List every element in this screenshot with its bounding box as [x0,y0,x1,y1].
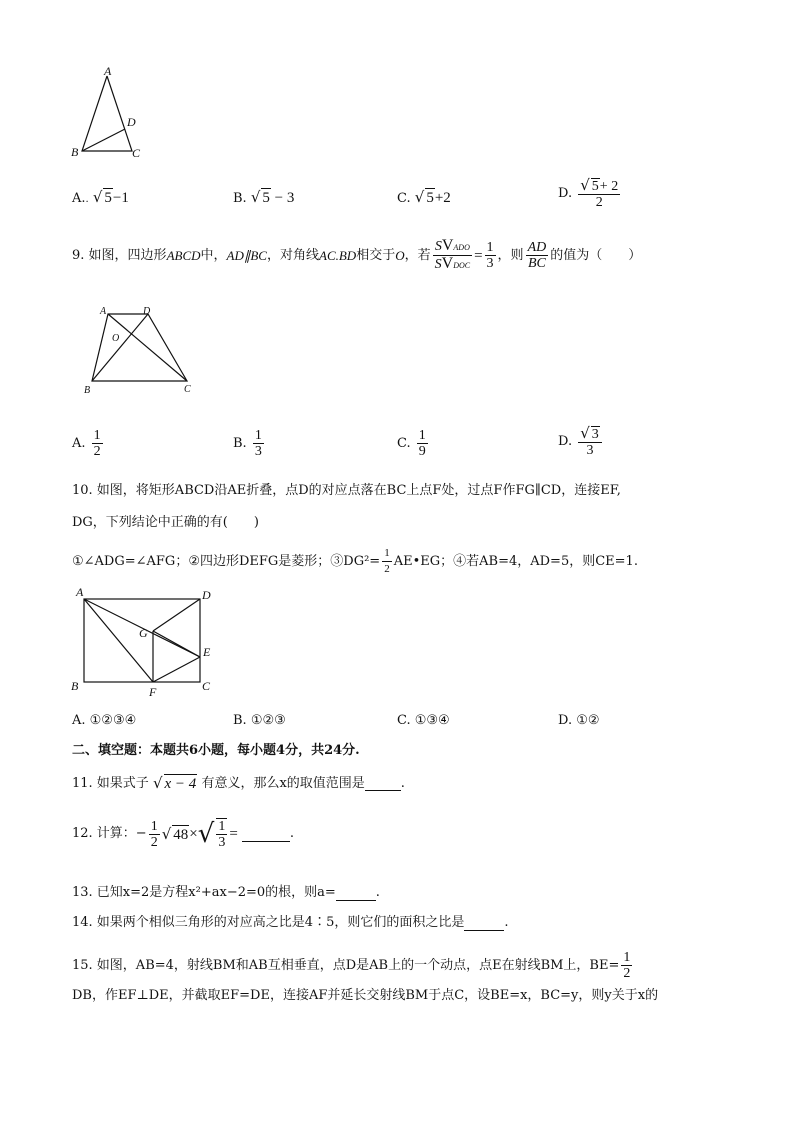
label-c: C [184,384,191,395]
q11 [72,774,405,793]
radicand: 5 [591,179,599,194]
times-sign: × [189,826,198,842]
numerator: 1 [623,950,631,965]
q10-option-c: C. ①③④ [397,713,450,728]
radicand: x − 4 [164,776,197,792]
q10-line2: DG，下列结论中正确的有( ) [72,515,259,530]
label-c: C [132,146,141,160]
stem-text: 15. 如图，AB=4，射线BM和AB互相垂直，点D是AB上的一个动点，点E在射线BM上，BE= [72,957,620,973]
option-letter: D. [558,434,573,449]
option-letter: B. [233,435,247,451]
area-sub: DOC [453,261,471,270]
denominator: 2 [150,834,158,850]
q12 [72,818,294,850]
label-e: E [203,645,211,659]
denominator: 2 [384,563,390,575]
stem-text: ，对角线 [266,247,319,263]
q10-conditions [72,546,638,577]
numerator: 1 [93,428,101,443]
trapezoid-figure-q9 [80,302,200,398]
option-letter: D. [558,186,573,201]
sqrt-fraction: √ $\frac{1}{3}$ [197,819,226,850]
expr-tail: + 2 [599,179,619,194]
diagonals: AC.BD [319,247,357,263]
option-expr: √ 5+2 [414,188,451,206]
stem-text: 有意义，那么x的取值范围是 [201,775,365,791]
period: . [400,775,405,791]
period: . [375,885,380,900]
sqrt-expr: √ x − 4 [152,774,197,792]
stem-text: ，若 [404,247,431,263]
q8-option-b [233,188,294,208]
area-sub: ADO [453,243,470,252]
option-letter: C. [397,191,411,206]
option-fraction [253,428,264,459]
rectangle-fold-figure-q10 [66,584,226,700]
area-s: S [434,257,442,272]
q9-option-a [72,428,105,459]
option-fraction [92,428,103,459]
label-o: O [112,333,120,344]
option-fraction [578,178,620,210]
numerator: 1 [486,240,494,255]
denominator: 3 [218,835,226,850]
expr-tail: +2 [434,190,451,206]
stem-text: 12. 计算：− [72,826,147,841]
q9-option-b [233,428,266,459]
stem-text: 相交于 [356,247,396,263]
label-g: G [139,626,148,640]
answer-blank[interactable] [242,827,290,842]
label-a: A [76,585,84,599]
denominator: BC [527,256,546,271]
denominator: SVDOC [434,255,471,272]
section-heading: 二、填空题：本题共6小题，每小题4分，共24分. [72,743,360,758]
q13 [72,884,380,902]
stem-text: ，则 [497,247,524,263]
quad-name: ABCD [166,247,201,263]
q8-option-c [397,188,451,208]
denominator: 3 [486,256,494,271]
parallel-expr: AD∥BC [226,247,267,263]
triangle-figure-q8 [66,64,156,164]
equals: = [229,826,238,842]
numerator: 1 [418,428,426,443]
half-fraction [382,546,392,577]
area-ratio-fraction [433,238,472,273]
q8-option-d [558,178,622,210]
numerator: 1 [382,546,392,562]
numerator: √ 5+ 2 [580,176,619,194]
option-letter: A. [72,435,86,451]
numerator: 1 [254,428,262,443]
q14 [72,914,509,932]
half-fraction [149,819,160,850]
half-fraction [621,950,632,981]
denominator: 9 [418,444,426,459]
stem-text: 14. 如果两个相似三角形的对应高之比是4∶5，则它们的面积之比是 [72,915,465,930]
label-b: B [84,385,91,396]
label-a: A [104,64,112,78]
option-dot: . [85,194,89,205]
stem-text: 的值为（ ） [550,247,642,263]
denominator: 2 [93,444,101,459]
q10-option-b: B. ①②③ [233,713,286,728]
area-s: S [434,239,442,254]
condition-text: AE•EG；④若AB=4，AD=5，则CE=1. [393,553,638,569]
question-number: 9. [72,247,85,263]
stem-text: 如图，四边形 [88,247,167,263]
numerator: SVADO [434,237,470,254]
radicand: 5 [262,190,270,206]
option-fraction [578,426,602,458]
q15-line1 [72,950,634,981]
label-f: F [149,685,157,699]
denominator: 3 [254,444,262,459]
option-expr: √ 5−1 [92,188,129,206]
label-c: C [202,679,211,693]
sqrt-48: √ 48 [161,824,189,843]
label-d: D [127,115,136,129]
q10-line1: 10. 如图，将矩形ABCD沿AE折叠，点D的对应点落在BC上点F处，过点F作FG∥CD，连接EF, [72,483,621,498]
q8-option-a [72,188,129,209]
option-letter: C. [397,435,411,451]
stem-text: 11. 如果式子 [72,775,149,791]
period: . [504,915,509,930]
answer-blank[interactable] [365,776,401,791]
label-a: A [100,306,107,317]
option-letter: A. [72,191,86,206]
ad-bc-fraction [526,240,549,271]
label-d: D [202,588,211,602]
answer-blank[interactable] [336,886,376,901]
option-expr: √ 5 − 3 [250,188,295,206]
radicand: 5 [426,190,434,206]
denominator: 2 [623,966,631,981]
q9-option-c [397,428,430,459]
stem-text: 13. 已知x=2是方程x²+ax−2=0的根，则a= [72,885,336,900]
q9-option-d [558,426,604,458]
option-letter: B. [233,191,247,206]
answer-blank[interactable] [464,916,504,931]
label-b: B [71,679,79,693]
q9-stem [72,238,641,273]
radicand: 5 [104,190,112,206]
denominator: 2 [595,195,603,210]
expr-tail: − 3 [274,190,295,206]
numerator: √ 3 [578,426,602,443]
period: . [289,826,295,841]
condition-text: ①∠ADG=∠AFG；②四边形DEFG是菱形；③DG²= [72,553,381,569]
q10-option-a: A. ①②③④ [72,713,137,728]
numerator: 1 [218,819,226,834]
expr-tail: −1 [112,190,129,206]
equals: = [474,247,483,264]
denominator: 3 [586,443,594,458]
ratio-fraction [485,240,496,271]
q15-line2: DB，作EF⊥DE，并截取EF=DE，连接AF并延长交射线BM于点C，设BE=x，BC=y，则y关于x的 [72,988,659,1003]
radicand: 48 [173,826,189,843]
radicand: 3 [591,427,599,442]
numerator: 1 [150,818,158,834]
label-b: B [71,145,79,159]
q10-option-d: D. ①② [558,713,600,728]
point-o: O [395,247,405,263]
label-d: D [143,306,151,317]
option-fraction [417,428,428,459]
stem-text: 中， [200,247,227,263]
numerator: AD [527,240,547,255]
